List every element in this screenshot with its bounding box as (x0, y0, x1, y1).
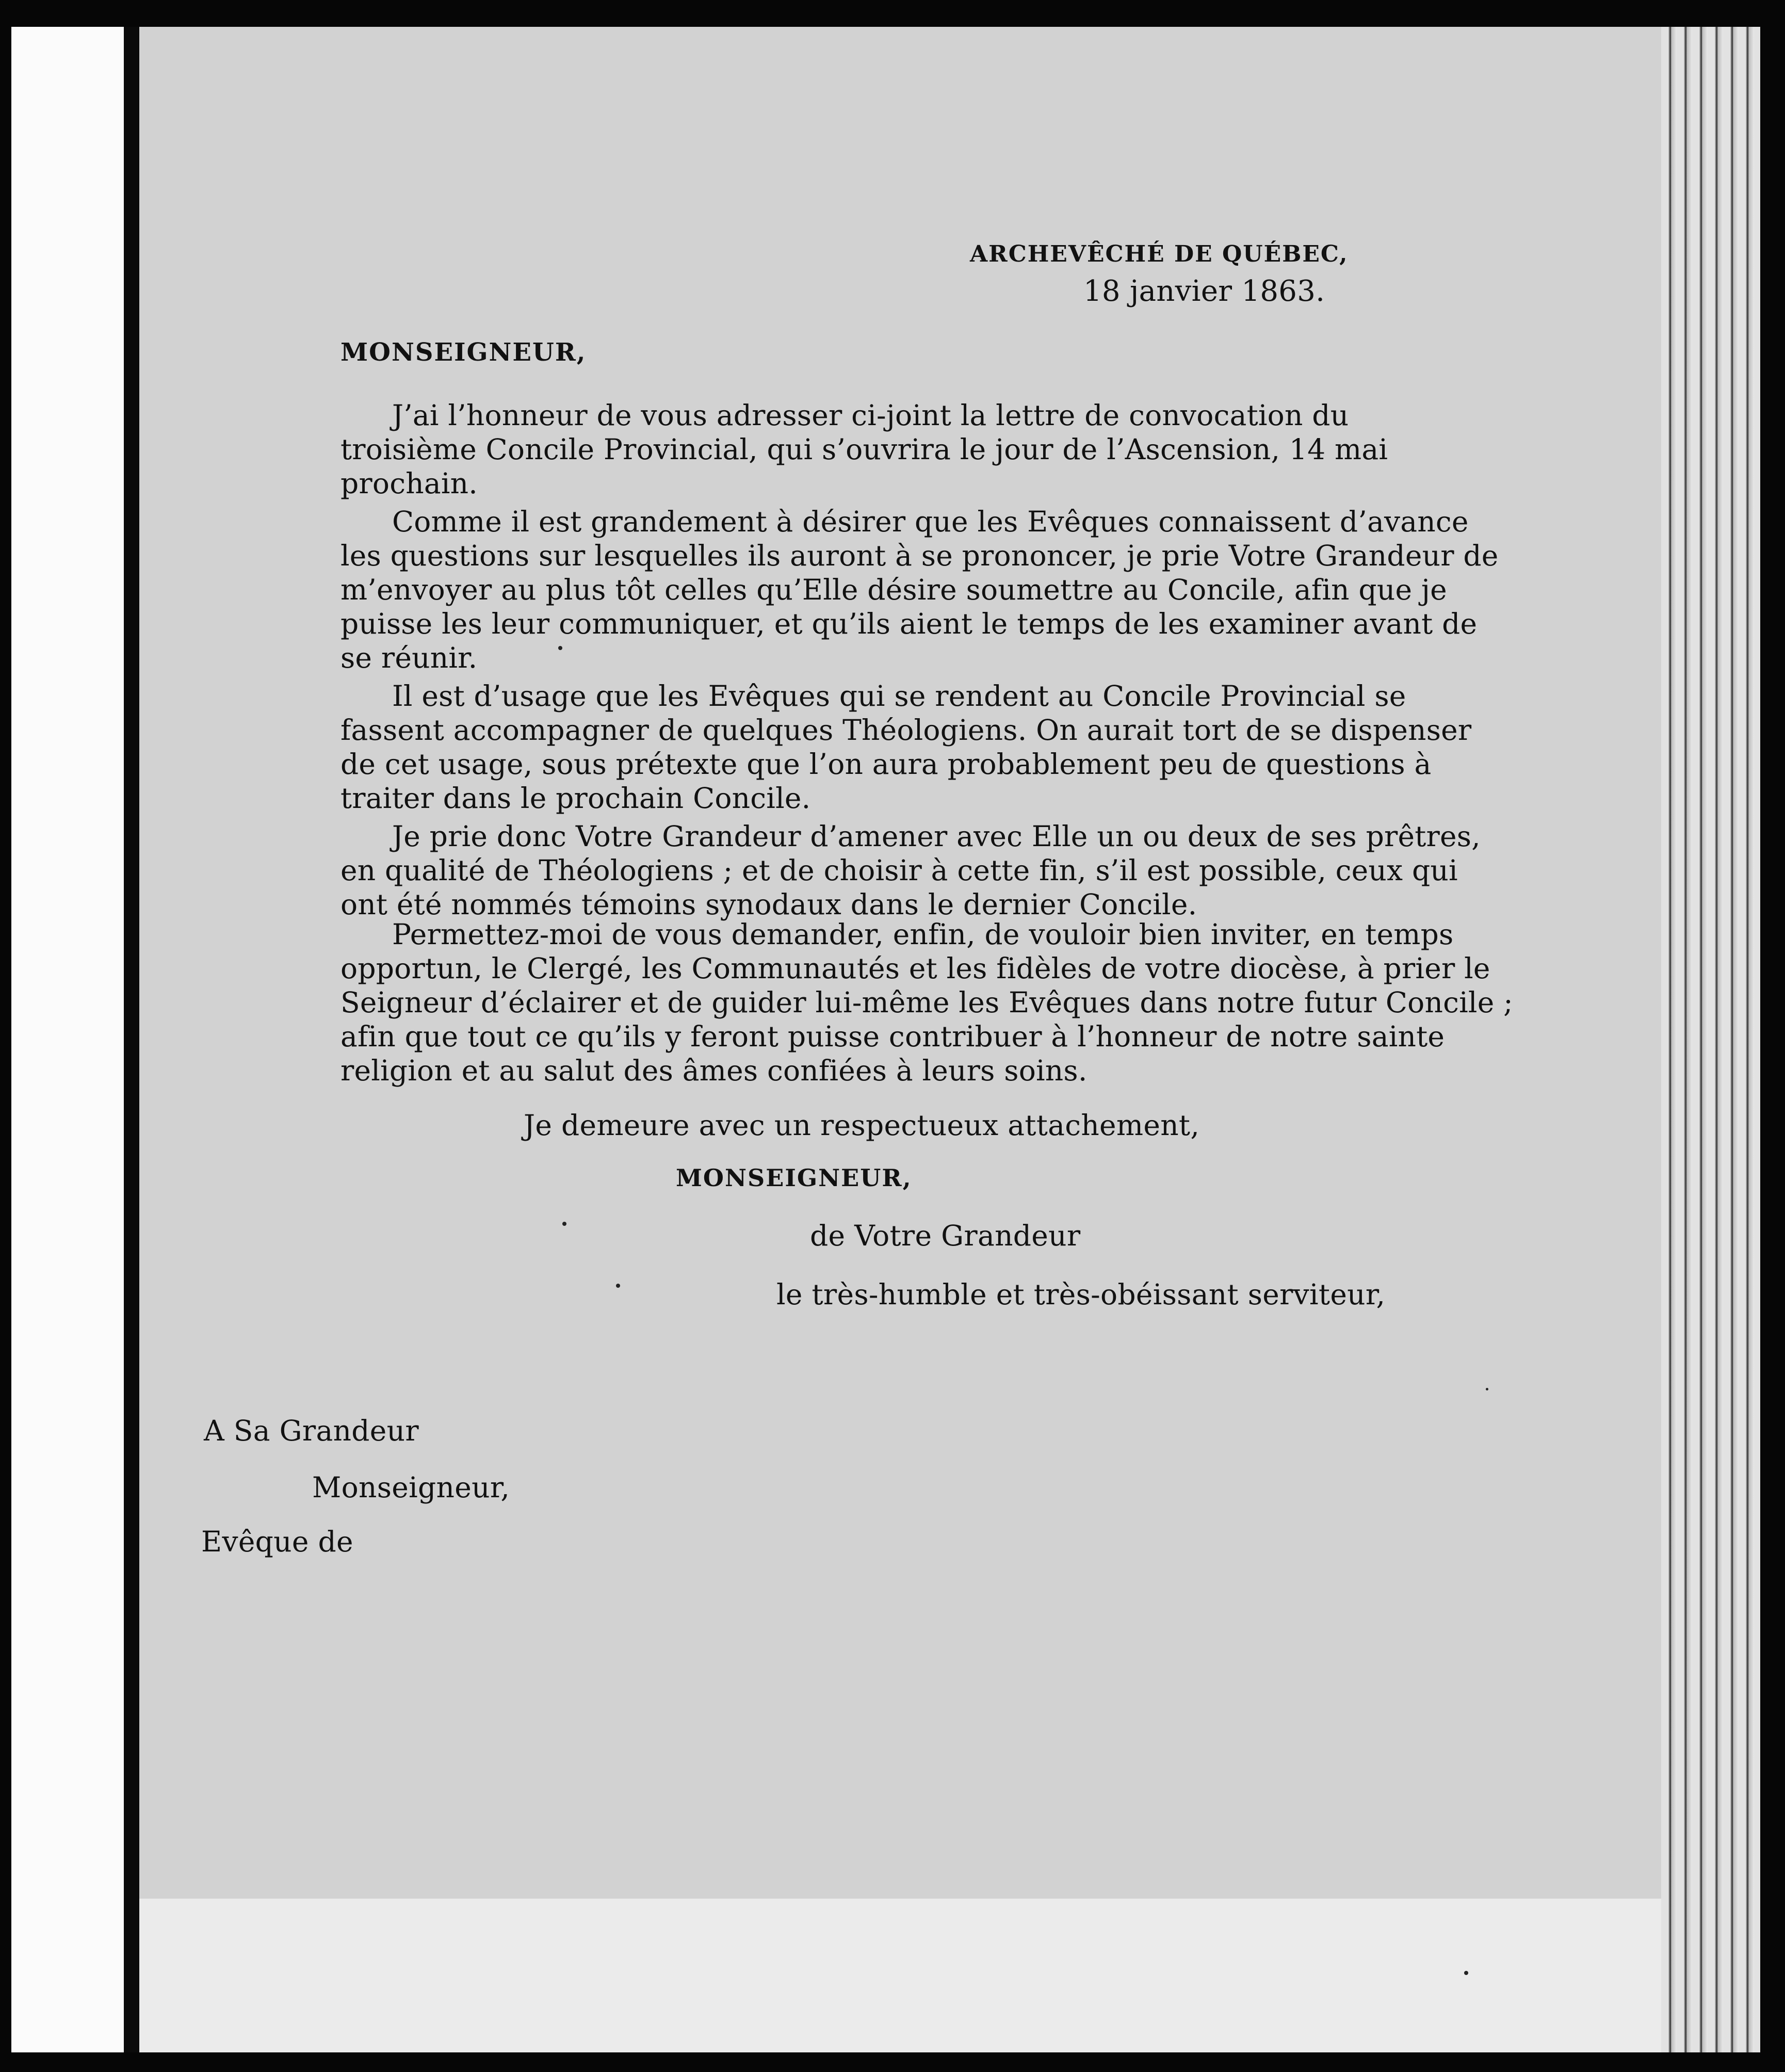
scan-speck (562, 1222, 566, 1226)
scanner-frame-bottom (0, 2052, 1785, 2072)
paragraph-line: les questions sur lesquelles ils auront à se prononcer, je prie Votre Grandeur de (340, 539, 1499, 572)
paragraph-line: opportun, le Clergé, les Communautés et les fidèles de votre diocèse, à prier le (340, 952, 1490, 985)
heading-place: ARCHEVÊCHÉ DE QUÉBEC, (970, 241, 1349, 267)
paragraph-line: se réunir. (340, 641, 478, 674)
closing-signature-line: le très-humble et très-obéissant serviteur, (776, 1278, 1386, 1311)
scanner-frame-top (0, 0, 1785, 27)
paragraph-line: Comme il est grandement à désirer que les Evêques connaissent d’avance (392, 505, 1469, 538)
paragraph-line: religion et au salut des âmes confiées à leurs soins. (340, 1054, 1088, 1087)
paragraph-line: fassent accompagner de quelques Théologiens. On aurait tort de se dispenser (340, 714, 1472, 747)
paragraph-line: de cet usage, sous prétexte que l’on aura probablement peu de questions à (340, 748, 1432, 781)
scan-speck (1464, 1971, 1468, 1975)
left-margin (11, 27, 124, 2052)
paragraph-line: en qualité de Théologiens ; et de choisir à cette fin, s’il est possible, ceux qui (340, 854, 1458, 887)
scanner-frame-right (1760, 0, 1785, 2072)
scan-speck (616, 1284, 620, 1288)
paragraph-line: Permettez-moi de vous demander, enfin, de vouloir bien inviter, en temps (392, 918, 1454, 951)
address-line: Evêque de (201, 1525, 353, 1558)
paragraph-line: prochain. (340, 467, 478, 500)
closing-line: de Votre Grandeur (810, 1219, 1081, 1252)
address-line: A Sa Grandeur (204, 1414, 419, 1447)
closing-salutation: MONSEIGNEUR, (676, 1164, 912, 1192)
paragraph-line: ont été nommés témoins synodaux dans le dernier Concile. (340, 888, 1197, 921)
paragraph-line: troisième Concile Provincial, qui s’ouvrira le jour de l’Ascension, 14 mai (340, 433, 1388, 466)
paragraph-line: puisse les leur communiquer, et qu’ils aient le temps de les examiner avant de (340, 607, 1478, 640)
closing-formula: Je demeure avec un respectueux attachement, (524, 1109, 1200, 1142)
paragraph-line: J’ai l’honneur de vous adresser ci-joint la lettre de convocation du (392, 399, 1349, 432)
page-edge-stack (1661, 27, 1760, 2052)
scan-speck (558, 646, 562, 650)
paragraph-line: afin que tout ce qu’ils y feront puisse contribuer à l’honneur de notre sainte (340, 1020, 1445, 1053)
paragraph-line: m’envoyer au plus tôt celles qu’Elle désire soumettre au Concile, afin que je (340, 573, 1447, 606)
scan-speck (1486, 1388, 1488, 1390)
address-line: Monseigneur, (312, 1471, 510, 1504)
page-lower-strip (139, 1899, 1661, 2052)
page-gutter (124, 27, 139, 2052)
paragraph-line: Il est d’usage que les Evêques qui se rendent au Concile Provincial se (392, 679, 1406, 713)
paragraph-line: Je prie donc Votre Grandeur d’amener avec Elle un ou deux de ses prêtres, (392, 820, 1481, 853)
paragraph-line: Seigneur d’éclairer et de guider lui-même les Evêques dans notre futur Concile ; (340, 986, 1513, 1019)
paragraph-line: traiter dans le prochain Concile. (340, 782, 811, 815)
salutation: MONSEIGNEUR, (340, 338, 587, 367)
scanner-frame-left (0, 0, 11, 2072)
heading-date: 18 janvier 1863. (1083, 274, 1325, 308)
